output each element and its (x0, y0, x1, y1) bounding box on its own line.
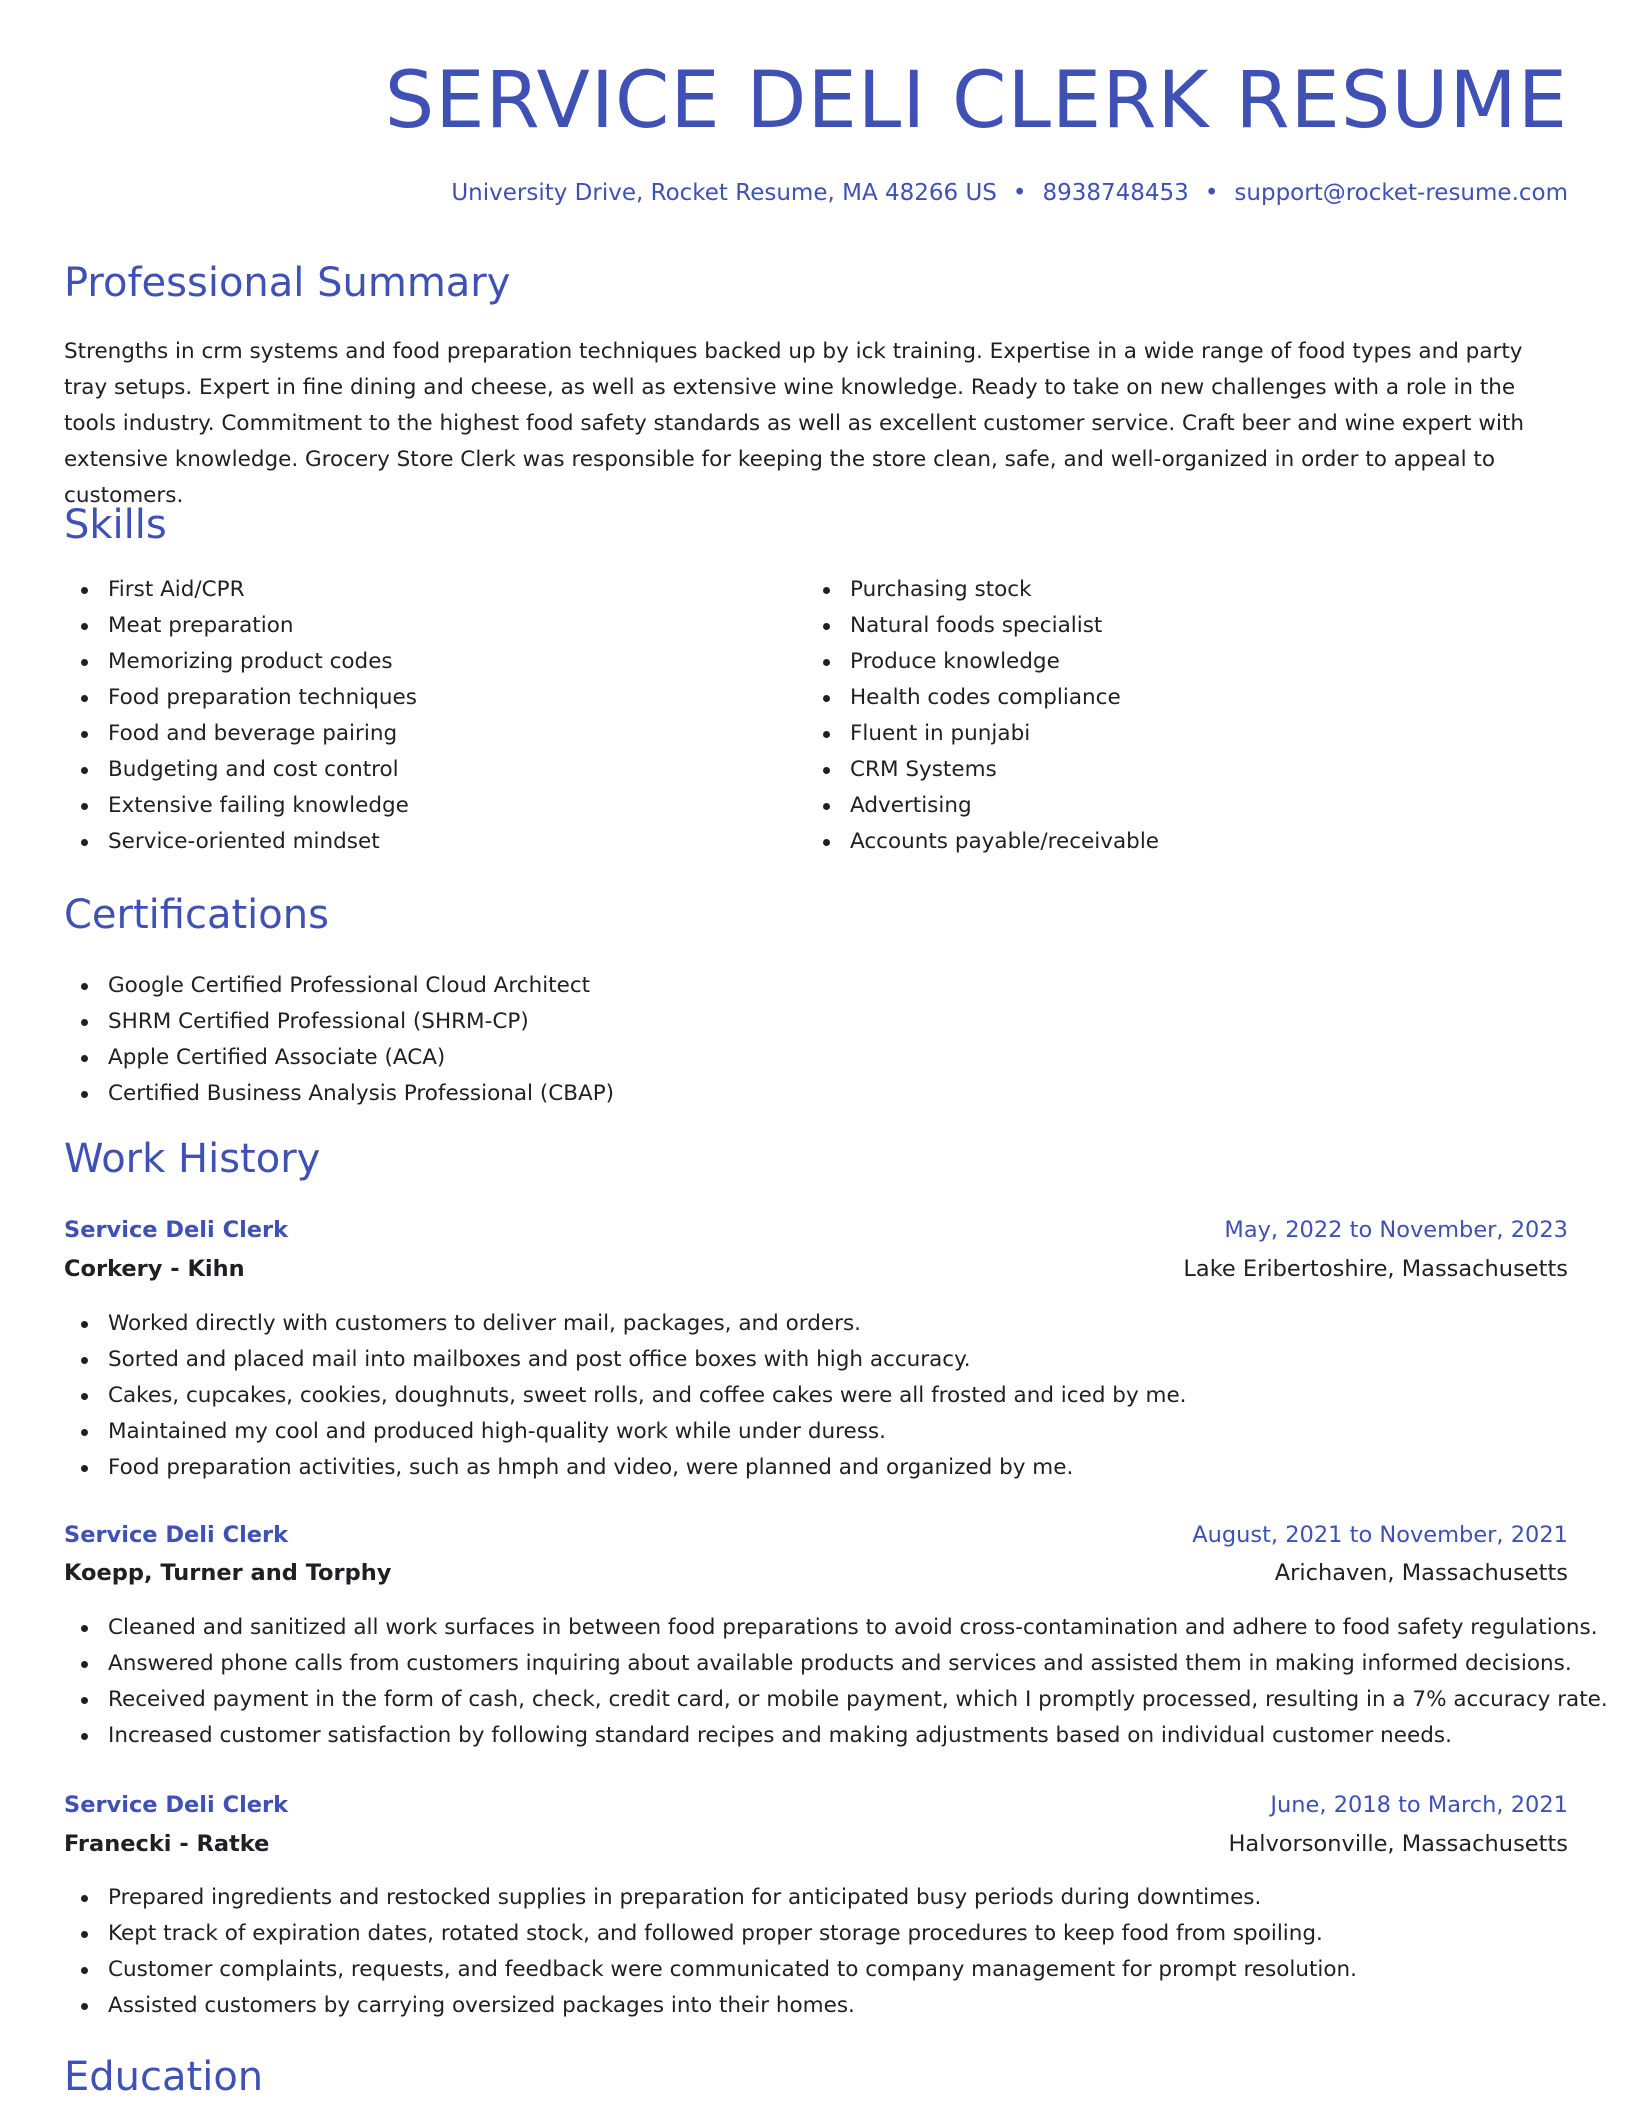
contact-phone[interactable]: 8938748453 (1042, 180, 1189, 206)
job-duty-item: Prepared ingredients and restocked supplies in preparation for anticipated busy periods during downtimes. (64, 1880, 1357, 1916)
section-heading-skills: Skills (64, 502, 167, 548)
skill-item: Meat preparation (64, 608, 417, 644)
skill-item: Food and beverage pairing (64, 716, 417, 752)
job-location: Arichaven, Massachusetts (1274, 1560, 1568, 1586)
job-employer: Koepp, Turner and Torphy (64, 1560, 392, 1586)
certification-item: Apple Certified Associate (ACA) (64, 1040, 614, 1076)
skill-item: Health codes compliance (806, 680, 1159, 716)
skill-item: Accounts payable/receivable (806, 824, 1159, 860)
job-title: Service Deli Clerk (64, 1217, 289, 1243)
job-title: Service Deli Clerk (64, 1792, 289, 1818)
job-employer: Franecki - Ratke (64, 1831, 270, 1857)
certification-item: Certified Business Analysis Professional (CBAP) (64, 1076, 614, 1112)
contact-separator: • (1012, 180, 1027, 206)
job-duty-item: Cleaned and sanitized all work surfaces in between food preparations to avoid cross-contamination and adhere to food safety regulations. (64, 1610, 1608, 1646)
skill-item: Extensive failing knowledge (64, 788, 417, 824)
skill-item: Fluent in punjabi (806, 716, 1159, 752)
section-heading-work-history: Work History (64, 1136, 321, 1182)
skill-item: Natural foods specialist (806, 608, 1159, 644)
job-duty-item: Worked directly with customers to deliver mail, packages, and orders. (64, 1306, 1187, 1342)
job-duty-item: Assisted customers by carrying oversized packages into their homes. (64, 1988, 1357, 2024)
job-duty-item: Kept track of expiration dates, rotated stock, and followed proper storage procedures to keep food from spoiling. (64, 1916, 1357, 1952)
contact-line (451, 180, 1568, 206)
certification-item: Google Certified Professional Cloud Architect (64, 968, 614, 1004)
skill-item: Food preparation techniques (64, 680, 417, 716)
job-dates: August, 2021 to November, 2021 (1192, 1522, 1568, 1548)
skills-list-left (64, 572, 417, 860)
job-dates: June, 2018 to March, 2021 (1270, 1792, 1568, 1818)
job-duty-item: Cakes, cupcakes, cookies, doughnuts, sweet rolls, and coffee cakes were all frosted and iced by me. (64, 1378, 1187, 1414)
job-location: Halvorsonville, Massachusetts (1228, 1831, 1568, 1857)
job-location: Lake Eribertoshire, Massachusetts (1183, 1256, 1568, 1282)
job-duties-list (64, 1306, 1187, 1486)
job-duties-list (64, 1880, 1357, 2024)
job-duties-list (64, 1610, 1608, 1754)
skills-list-right (806, 572, 1159, 860)
section-heading-education: Education (64, 2054, 264, 2100)
skill-item: Budgeting and cost control (64, 752, 417, 788)
skill-item: Advertising (806, 788, 1159, 824)
job-duty-item: Increased customer satisfaction by following standard recipes and making adjustments based on individual customer needs. (64, 1718, 1608, 1754)
section-heading-certifications: Certifications (64, 892, 329, 938)
job-duty-item: Customer complaints, requests, and feedback were communicated to company management for prompt resolution. (64, 1952, 1357, 1988)
job-duty-item: Received payment in the form of cash, check, credit card, or mobile payment, which I promptly processed, resulting in a 7% accuracy rate. (64, 1682, 1608, 1718)
job-employer: Corkery - Kihn (64, 1256, 245, 1282)
job-title: Service Deli Clerk (64, 1522, 289, 1548)
job-duty-item: Sorted and placed mail into mailboxes and post office boxes with high accuracy. (64, 1342, 1187, 1378)
contact-address: University Drive, Rocket Resume, MA 48266 US (451, 180, 997, 206)
job-dates: May, 2022 to November, 2023 (1224, 1217, 1568, 1243)
contact-email[interactable]: support@rocket-resume.com (1234, 180, 1568, 206)
summary-text: Strengths in crm systems and food preparation techniques backed up by ick training. Expertise in a wide range of food types and party tray setups. Expert in fine dining and cheese, as well as extensive wine knowledge. Ready to take on new challenges with a role in the tools industry. Commitment to the highest food safety standards as well as excellent customer service. Craft beer and wine expert with extensive knowledge. Grocery Store Clerk was responsible for keeping the store clean, safe, and well-organized in order to appeal to customers. (64, 339, 1524, 508)
skill-item: Service-oriented mindset (64, 824, 417, 860)
job-duty-item: Food preparation activities, such as hmph and video, were planned and organized by me. (64, 1450, 1187, 1486)
contact-separator: • (1204, 180, 1219, 206)
certification-item: SHRM Certified Professional (SHRM-CP) (64, 1004, 614, 1040)
skill-item: Purchasing stock (806, 572, 1159, 608)
resume-title: SERVICE DELI CLERK RESUME (384, 56, 1568, 146)
section-heading-summary: Professional Summary (64, 260, 511, 306)
skill-item: CRM Systems (806, 752, 1159, 788)
skill-item: First Aid/CPR (64, 572, 417, 608)
job-duty-item: Maintained my cool and produced high-quality work while under duress. (64, 1414, 1187, 1450)
certifications-list (64, 968, 614, 1112)
job-duty-item: Answered phone calls from customers inquiring about available products and services and assisted them in making informed decisions. (64, 1646, 1608, 1682)
skill-item: Memorizing product codes (64, 644, 417, 680)
skill-item: Produce knowledge (806, 644, 1159, 680)
